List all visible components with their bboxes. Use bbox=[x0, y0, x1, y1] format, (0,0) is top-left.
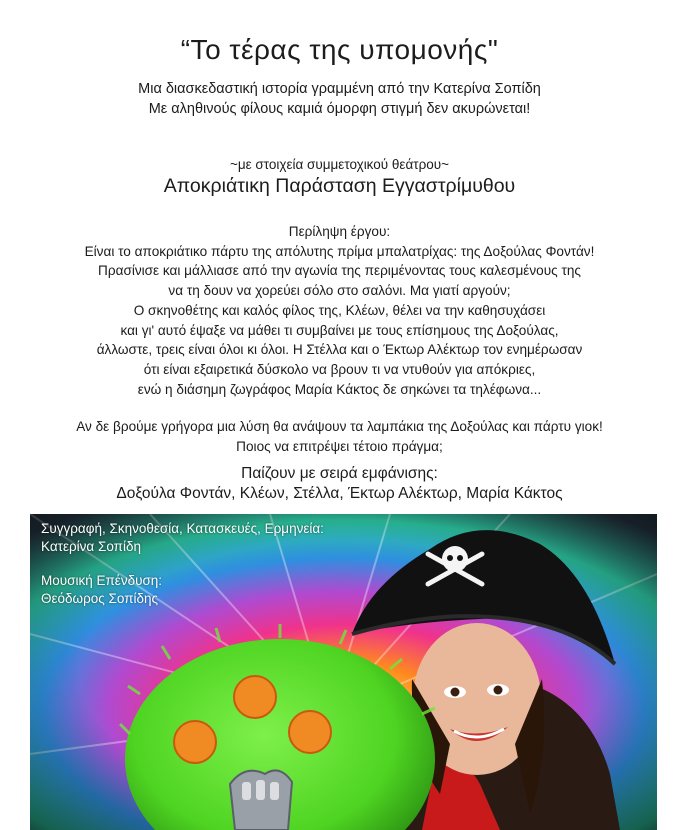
credit-role-music: Μουσική Επένδυση: bbox=[41, 573, 163, 588]
page-title: “Το τέρας της υπομονής" bbox=[180, 34, 499, 65]
summary-line: άλλωστε, τρεις είναι όλοι κι όλοι. Η Στέλλα και ο Έκτωρ Αλέκτωρ τον ενημέρωσαν bbox=[96, 342, 583, 358]
promo-photo bbox=[30, 514, 657, 830]
summary-line: Ποιος να επιτρέψει τέτοιο πράγμα; bbox=[236, 439, 443, 455]
subtitle-author: Μια διασκεδαστική ιστορία γραμμένη από την Κατερίνα Σοπίδη bbox=[138, 81, 541, 97]
show-hint: ~με στοιχεία συμμετοχικού θεάτρου~ bbox=[229, 157, 450, 172]
summary-line: Αν δε βρούμε γρήγορα μια λύση θα ανάψουν τα λαμπάκια της Δοξούλας και πάρτυ γιοκ! bbox=[76, 419, 603, 435]
cast-list: Δοξούλα Φοντάν, Κλέων, Στέλλα, Έκτωρ Αλέκτωρ, Μαρία Κάκτος bbox=[116, 485, 563, 502]
credit-name-writer: Κατερίνα Σοπίδη bbox=[41, 538, 141, 554]
show-name: Αποκριάτικη Παράσταση Εγγαστρίμυθου bbox=[163, 175, 516, 197]
credit-role-writer: Συγγραφή, Σκηνοθεσία, Κατασκευές, Ερμηνεία: bbox=[41, 521, 324, 536]
cast-title: Παίζουν με σειρά εμφάνισης: bbox=[241, 465, 438, 482]
summary-heading: Περίληψη έργου: bbox=[288, 224, 391, 239]
summary-line: ότι είναι εξαιρετικά δύσκολο να βρουν τι να ντυθούν για απόκριες, bbox=[143, 361, 536, 377]
summary bbox=[0, 222, 679, 457]
credit-name-music: Θεόδωρος Σοπίδης bbox=[41, 590, 159, 606]
summary-line: να τη δουν να χορεύει σόλο στο σαλόνι. Μα γιατί αργούν; bbox=[168, 283, 511, 299]
summary-line: Ο σκηνοθέτης και καλός φίλος της, Κλέων, θέλει να την καθησυχάσει bbox=[133, 302, 546, 318]
summary-line: και γι' αυτό έψαξε να μάθει τι συμβαίνει με τους επίσημους της Δοξούλας, bbox=[120, 322, 559, 338]
credits bbox=[41, 520, 324, 607]
summary-line: Είναι το αποκριάτικο πάρτυ της απόλυτης πρίμα μπαλατρίχας: της Δοξούλας Φοντάν! bbox=[84, 243, 595, 259]
subtitle-tagline: Με αληθινούς φίλους καμιά όμορφη στιγμή δεν ακυρώνεται! bbox=[148, 101, 531, 117]
summary-line: ενώ η διάσημη ζωγράφος Μαρία Κάκτος δε σηκώνει τα τηλέφωνα... bbox=[137, 381, 542, 397]
summary-line: Πρασίνισε και μάλλιασε από την αγωνία της περιμένοντας τους καλεσμένους της bbox=[98, 263, 581, 279]
